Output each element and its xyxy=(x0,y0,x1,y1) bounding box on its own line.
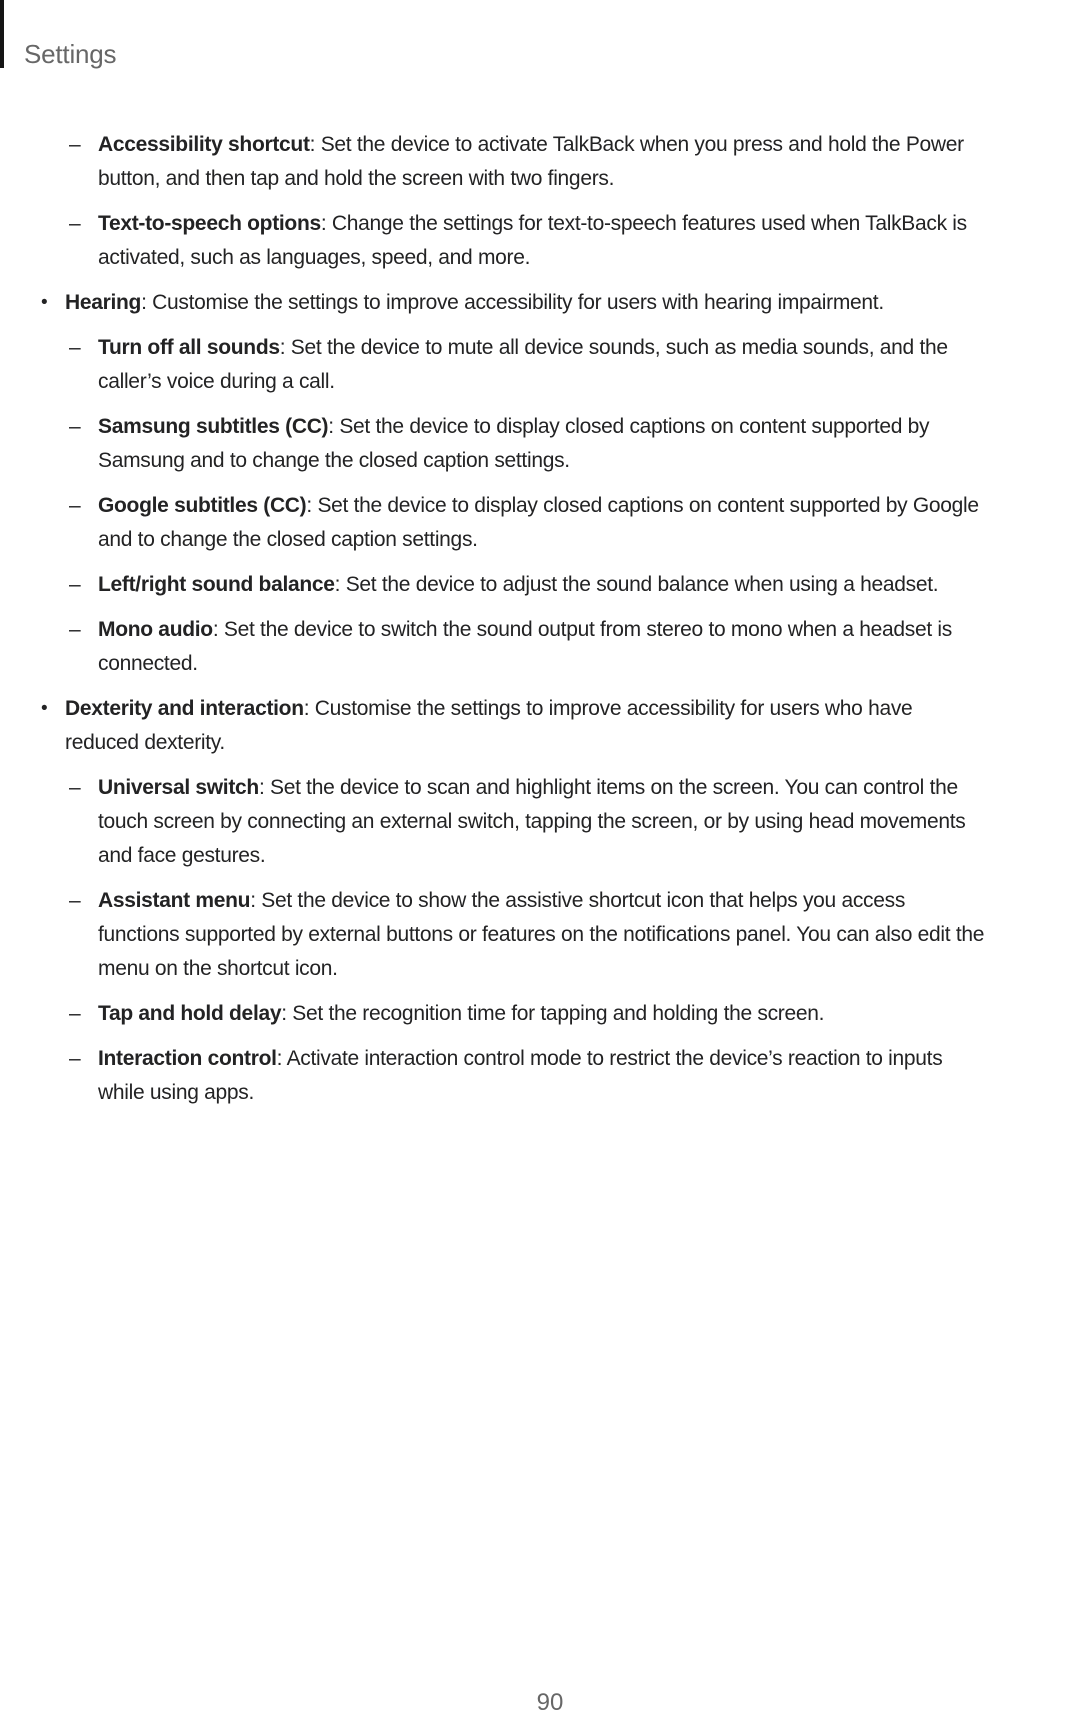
list-item-desc: : Set the device to display closed captions on content supported by Google and to change the closed caption settings. xyxy=(98,494,979,551)
list-item-label: Accessibility shortcut xyxy=(98,133,310,156)
list-item-desc: : Set the device to scan and highlight items on the screen. You can control the touch screen by connecting an external switch, tapping the screen, or by using head movements and face gestures. xyxy=(98,776,966,867)
list-item-label: Assistant menu xyxy=(98,889,251,912)
list-item-label: Interaction control xyxy=(98,1047,277,1070)
list-item-text xyxy=(98,568,985,602)
page-number: 90 xyxy=(536,1689,564,1716)
page-header: Settings xyxy=(24,39,117,69)
list-item-text xyxy=(98,613,985,681)
dash-marker: – xyxy=(69,776,81,799)
page-corner-bar xyxy=(0,0,4,68)
dash-marker: – xyxy=(69,494,81,517)
dash-marker: – xyxy=(69,336,81,359)
list-item-text xyxy=(98,884,985,986)
list-item xyxy=(0,613,985,681)
list-item xyxy=(0,128,985,196)
list-item-text xyxy=(65,286,985,320)
list-item xyxy=(0,1042,985,1110)
list-item-text xyxy=(98,410,985,478)
list-item-text xyxy=(98,331,985,399)
list-item-text xyxy=(98,1042,985,1110)
list-item xyxy=(0,410,985,478)
dash-marker: – xyxy=(69,618,81,641)
list-item xyxy=(0,331,985,399)
list-item-desc: : Customise the settings to improve accessibility for users with hearing impairment. xyxy=(141,291,884,314)
dash-marker: – xyxy=(69,415,81,438)
bullet-marker: • xyxy=(41,292,48,313)
list-item-desc: : Customise the settings to improve accessibility for users who have reduced dexterity. xyxy=(65,697,913,754)
list-item-label: Universal switch xyxy=(98,776,259,799)
list-item-desc: : Set the device to activate TalkBack when you press and hold the Power button, and then tap and hold the screen with two fingers. xyxy=(98,133,964,190)
list-item-text xyxy=(98,207,985,275)
list-item-label: Left/right sound balance xyxy=(98,573,335,596)
list-item xyxy=(0,568,985,602)
list-item-text xyxy=(65,692,985,760)
list-item-desc: : Set the device to mute all device sounds, such as media sounds, and the caller’s voice during a call. xyxy=(98,336,948,393)
list-item-desc: : Set the device to display closed captions on content supported by Samsung and to change the closed caption settings. xyxy=(98,415,930,472)
list-item xyxy=(0,884,985,986)
list-item-desc: : Change the settings for text-to-speech features used when TalkBack is activated, such as languages, speed, and more. xyxy=(98,212,967,269)
list-item-desc: : Set the device to switch the sound output from stereo to mono when a headset is connected. xyxy=(98,618,952,675)
list-item xyxy=(0,771,985,873)
list-item-label: Tap and hold delay xyxy=(98,1002,282,1025)
list-item-label: Turn off all sounds xyxy=(98,336,280,359)
page-content xyxy=(0,128,1071,1121)
list-item-desc: : Set the device to show the assistive shortcut icon that helps you access functions supported by external buttons or features on the notifications panel. You can also edit the menu on the shortcut icon. xyxy=(98,889,985,980)
list-item-label: Dexterity and interaction xyxy=(65,697,304,720)
dash-marker: – xyxy=(69,133,81,156)
list-item-desc: : Activate interaction control mode to restrict the device’s reaction to inputs while using apps. xyxy=(98,1047,943,1104)
dash-marker: – xyxy=(69,212,81,235)
dash-marker: – xyxy=(69,573,81,596)
list-item-text xyxy=(98,771,985,873)
list-item-label: Samsung subtitles (CC) xyxy=(98,415,329,438)
dash-marker: – xyxy=(69,1047,81,1070)
dash-marker: – xyxy=(69,889,81,912)
list-item xyxy=(0,207,985,275)
list-item-text xyxy=(98,128,985,196)
list-item-label: Hearing xyxy=(65,291,142,314)
dash-marker: – xyxy=(69,1002,81,1025)
list-item-text xyxy=(98,489,985,557)
list-item xyxy=(0,997,985,1031)
list-item-label: Text-to-speech options xyxy=(98,212,321,235)
bullet-marker: • xyxy=(41,698,48,719)
list-item-desc: : Set the device to adjust the sound balance when using a headset. xyxy=(334,573,939,596)
list-item xyxy=(0,286,985,320)
list-item-text xyxy=(98,997,985,1031)
list-item xyxy=(0,489,985,557)
list-item xyxy=(0,692,985,760)
list-item-desc: : Set the recognition time for tapping and holding the screen. xyxy=(281,1002,825,1025)
list-item-label: Google subtitles (CC) xyxy=(98,494,307,517)
list-item-label: Mono audio xyxy=(98,618,213,641)
